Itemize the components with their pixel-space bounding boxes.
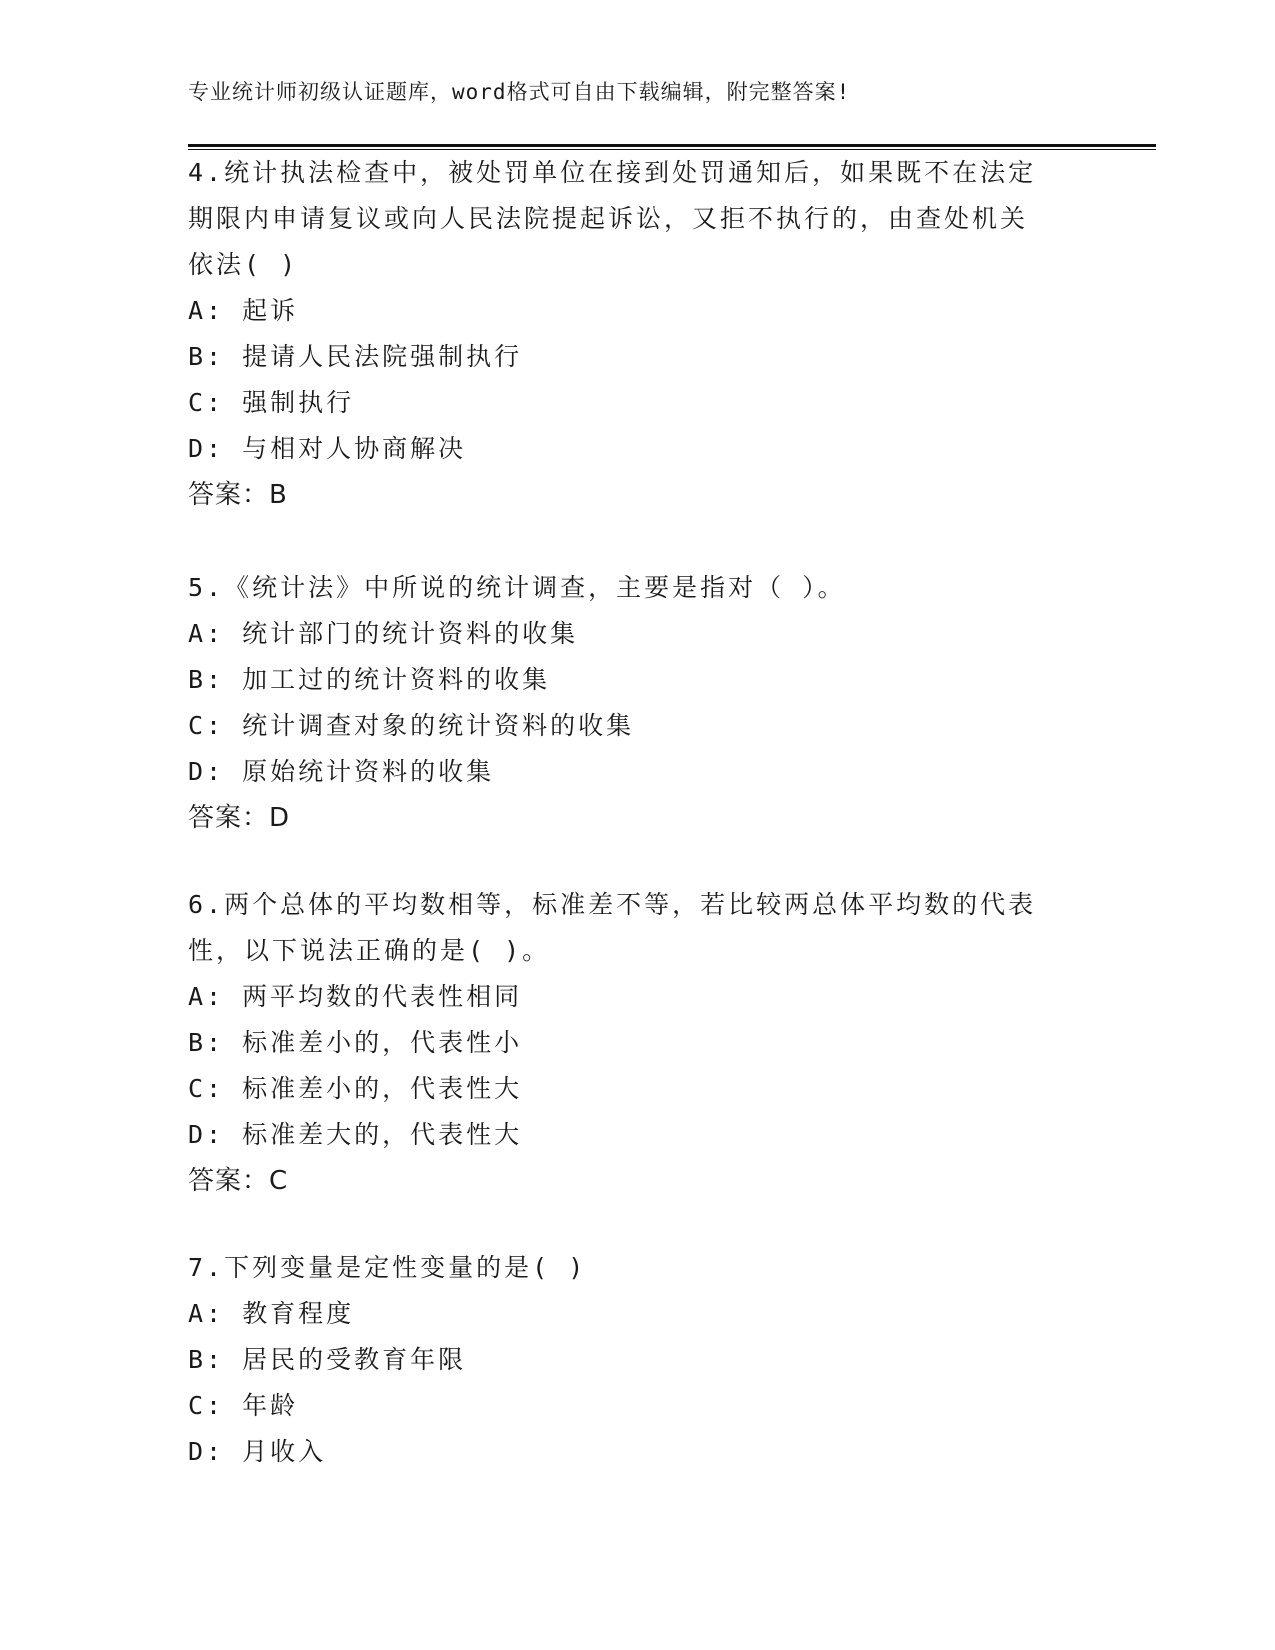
answer-text: 答案：B bbox=[188, 480, 288, 510]
question-4 bbox=[188, 150, 1088, 518]
header-rule-thick bbox=[188, 144, 1156, 147]
option-c: C: 统计调查对象的统计资料的收集 bbox=[188, 711, 635, 740]
option-a: A: 两平均数的代表性相同 bbox=[188, 982, 523, 1011]
header-text: 专业统计师初级认证题库，word格式可自由下载编辑，附完整答案! bbox=[188, 80, 851, 104]
option-d: D: 月收入 bbox=[188, 1437, 327, 1466]
question-stem-line: 5.《统计法》中所说的统计调查，主要是指对（ ）。 bbox=[188, 573, 846, 602]
option-b: B: 提请人民法院强制执行 bbox=[188, 342, 523, 371]
option-b: B: 加工过的统计资料的收集 bbox=[188, 665, 551, 694]
question-stem-line: 7.下列变量是定性变量的是( ) bbox=[188, 1253, 587, 1282]
option-c: C: 年龄 bbox=[188, 1391, 299, 1420]
question-stem-line: 依法( ) bbox=[188, 250, 299, 279]
answer-text: 答案：D bbox=[188, 803, 291, 833]
option-b: B: 居民的受教育年限 bbox=[188, 1345, 467, 1374]
option-a: A: 起诉 bbox=[188, 296, 299, 325]
option-d: D: 原始统计资料的收集 bbox=[188, 757, 495, 786]
question-stem-line: 6.两个总体的平均数相等，标准差不等，若比较两总体平均数的代表 bbox=[188, 890, 1037, 919]
option-c: C: 标准差小的，代表性大 bbox=[188, 1074, 523, 1103]
option-a: A: 统计部门的统计资料的收集 bbox=[188, 619, 579, 648]
question-stem-line: 期限内申请复议或向人民法院提起诉讼，又拒不执行的，由查处机关 bbox=[188, 204, 1029, 233]
question-5 bbox=[188, 565, 1088, 841]
option-c: C: 强制执行 bbox=[188, 388, 355, 417]
option-a: A: 教育程度 bbox=[188, 1299, 355, 1328]
question-stem-line: 性，以下说法正确的是( )。 bbox=[188, 936, 551, 965]
answer-text: 答案：C bbox=[188, 1166, 289, 1196]
question-6 bbox=[188, 882, 1088, 1204]
question-7 bbox=[188, 1245, 1088, 1475]
option-d: D: 与相对人协商解决 bbox=[188, 434, 467, 463]
option-b: B: 标准差小的，代表性小 bbox=[188, 1028, 523, 1057]
option-d: D: 标准差大的，代表性大 bbox=[188, 1120, 523, 1149]
question-stem-line: 4.统计执法检查中，被处罚单位在接到处罚通知后，如果既不在法定 bbox=[188, 158, 1037, 187]
